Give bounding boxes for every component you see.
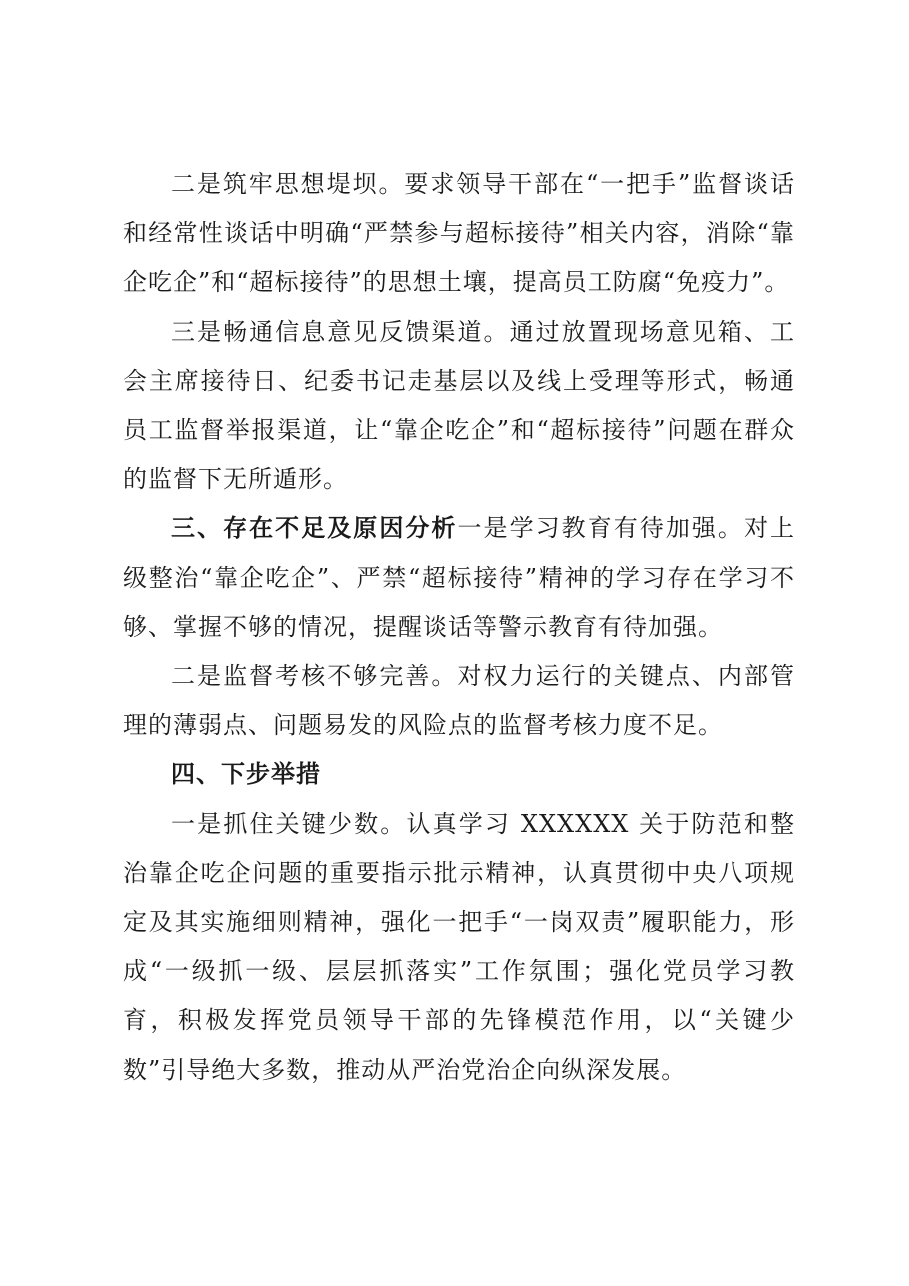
paragraph-next-steps-heading — [123, 750, 795, 799]
section-heading-next-steps: 四、下步举措 — [171, 760, 321, 789]
section-heading-shortcomings: 三、存在不足及原因分析 — [171, 514, 458, 543]
paragraph-shortcomings-text: 一是学习教育有待加强。对上级整治“靠企吃企”、严禁“超标接待”精神的学习存在学习不够、掌握不够的情况，提醒谈话等警示教育有待加强。 — [123, 514, 796, 641]
paragraph-feedback-channels: 三是畅通信息意见反馈渠道。通过放置现场意见箱、工会主席接待日、纪委书记走基层以及线上受理等形式，畅通员工监督举报渠道，让“靠企吃企”和“超标接待”问题在群众的监督下无所遁形。 — [123, 317, 795, 494]
document-body — [123, 160, 795, 1095]
paragraph-supervision-assessment: 二是监督考核不够完善。对权力运行的关键点、内部管理的薄弱点、问题易发的风险点的监督考核力度不足。 — [123, 662, 795, 740]
paragraph-key-minority: 一是抓住关键少数。认真学习 XXXXXX 关于防范和整治靠企吃企问题的重要指示批示精神，认真贯彻中央八项规定及其实施细则精神，强化一把手“一岗双责”履职能力，形成“一级抓一级、层层抓落实”工作氛围；强化党员学习教育，积极发挥党员领导干部的先锋模范作用，以“关键少数”引导绝大多数，推动从严治党治企向纵深发展。 — [123, 809, 795, 1084]
paragraph-thought-dam: 二是筑牢思想堤坝。要求领导干部在“一把手”监督谈话和经常性谈话中明确“严禁参与超标接待”相关内容，消除“靠企吃企”和“超标接待”的思想土壤，提高员工防腐“免疫力”。 — [123, 170, 795, 297]
paragraph-shortcomings — [123, 504, 795, 652]
